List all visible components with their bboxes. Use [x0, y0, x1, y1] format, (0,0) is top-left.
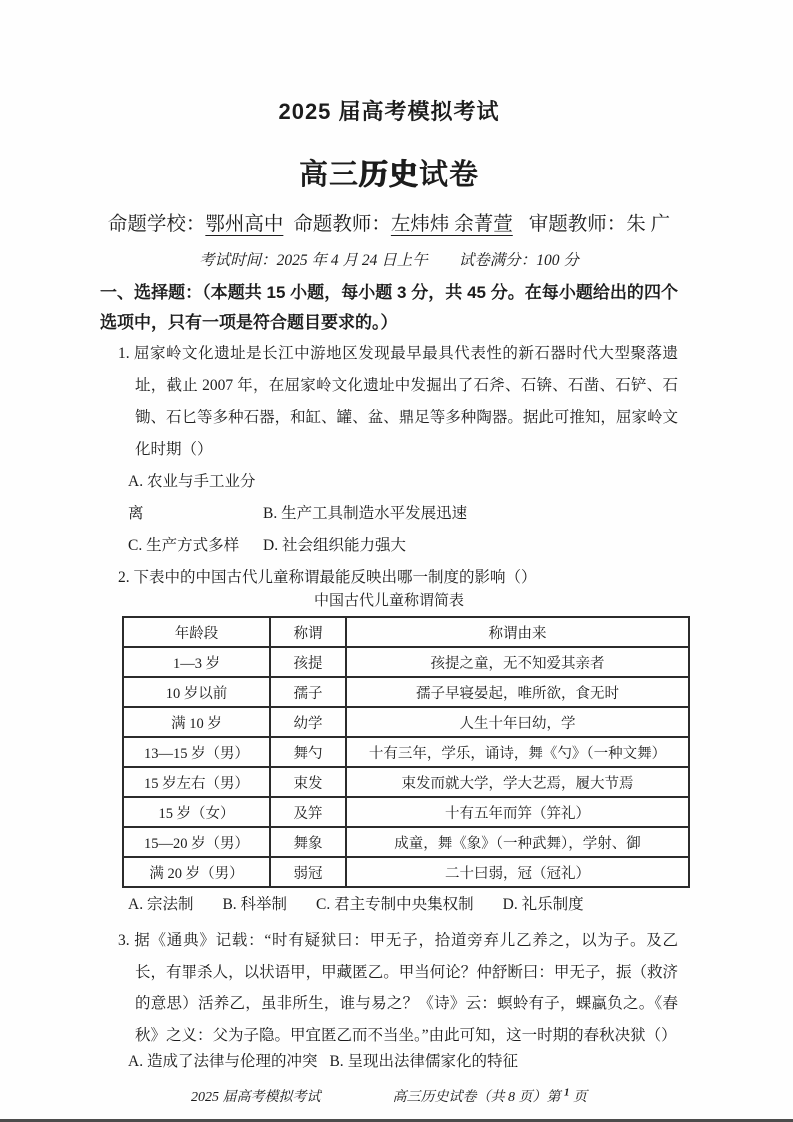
cell-origin: 成童，舞《象》（一种武舞），学射、御: [346, 827, 689, 857]
cell-title: 及笄: [270, 797, 346, 827]
footer-paper-info: [393, 1088, 588, 1108]
question-1-options-row-2: [100, 530, 678, 562]
cell-age: 10 岁以前: [123, 677, 270, 707]
cell-title: 束发: [270, 767, 346, 797]
cell-origin: 束发而就大学，学大艺焉，履大节焉: [346, 767, 689, 797]
exam-info-line: 考试时间：2025 年 4 月 24 日上午 试卷满分：100 分: [199, 252, 579, 269]
table-header-row: [123, 617, 689, 647]
option-c: C. 生产方式多样: [128, 537, 240, 554]
col-header-age: 年龄段: [123, 617, 270, 647]
option-a: A. 造成了法律与伦理的冲突: [128, 1053, 318, 1070]
col-header-title: 称谓: [270, 617, 346, 647]
cell-age: 满 20 岁（男）: [123, 857, 270, 887]
option-b: B. 生产工具制造水平发展迅速: [263, 505, 468, 522]
table-row: [123, 647, 689, 677]
cell-age: 1—3 岁: [123, 647, 270, 677]
question-2-options: [100, 894, 678, 916]
option-a: A. 宗法制: [128, 896, 194, 913]
cell-origin: 孺子早寝晏起，唯所欲，食无时: [346, 677, 689, 707]
setter-names: 左炜炜 余菁萱: [390, 214, 513, 235]
footer-exam-name: 2025 届高考模拟考试: [191, 1090, 321, 1105]
col-header-origin: 称谓由来: [346, 617, 689, 647]
table-row: [123, 767, 689, 797]
question-3: 3. 据《通典》记载：“时有疑狱曰：甲无子，拾道旁弃儿乙养之，以为子。及乙长，有罪杀人，以状语甲，甲藏匿乙。甲当何论？仲舒断曰：甲无子，振（救济的意思）活养乙，虽非所生，谁与易之？《诗》云：螟蛉有子，蜾蠃负之。《春秋》之义：父为子隐。甲宜匿乙而不当坐。”由此可知，这一时期的春秋决狱（）: [118, 932, 678, 1044]
cell-origin: 十有五年而笄（笄礼）: [346, 797, 689, 827]
paper-title-grade: 高三: [298, 159, 359, 191]
option-b: B. 科举制: [222, 896, 288, 913]
cell-title: 舞象: [270, 827, 346, 857]
school-label: 命题学校：: [107, 214, 206, 235]
page-footer: [100, 1088, 678, 1108]
paper-title: [100, 155, 678, 195]
table-caption: 中国古代儿童称谓简表: [313, 593, 464, 609]
cell-age: 13—15 岁（男）: [123, 737, 270, 767]
option-a: A. 农业与手工业分离: [128, 473, 256, 522]
cell-age: 15 岁（女）: [123, 797, 270, 827]
cell-title: 幼学: [270, 707, 346, 737]
reviewer-name: 朱 广: [626, 214, 671, 235]
paper-title-subject: 历史: [358, 159, 419, 191]
page-content: [100, 0, 678, 1108]
school-name: 鄂州高中: [205, 214, 284, 235]
option-d: D. 礼乐制度: [502, 896, 584, 913]
footer-page-number: 1: [564, 1086, 570, 1099]
question-3-options: [100, 1051, 678, 1073]
table-row: [123, 707, 689, 737]
section-heading: 一、选择题：（本题共 15 小题，每小题 3 分，共 45 分。在每小题给出的四个选项中，只有一项是符合题目要求的。）: [100, 283, 678, 332]
footer-paper-info-suffix: 页: [573, 1090, 587, 1105]
option-d: D. 社会组织能力强大: [263, 537, 406, 554]
question-1-options-row-1: [100, 466, 678, 530]
cell-origin: 十有三年，学乐，诵诗，舞《勺》（一种文舞）: [346, 737, 689, 767]
table-row: [123, 797, 689, 827]
cell-origin: 孩提之童，无不知爱其亲者: [346, 647, 689, 677]
table-row: [123, 827, 689, 857]
cell-age: 满 10 岁: [123, 707, 270, 737]
table-row: [123, 677, 689, 707]
cell-origin: 人生十年曰幼，学: [346, 707, 689, 737]
table-row: [123, 857, 689, 887]
exam-title: 2025 届高考模拟考试: [278, 99, 500, 124]
cell-title: 孺子: [270, 677, 346, 707]
table-row: [123, 737, 689, 767]
cell-age: 15 岁左右（男）: [123, 767, 270, 797]
cell-title: 弱冠: [270, 857, 346, 887]
children-title-table: [122, 616, 690, 888]
setter-label: 命题教师：: [293, 214, 391, 235]
question-2: 2. 下表中的中国古代儿童称谓最能反映出哪一制度的影响（）: [118, 569, 537, 586]
reviewer-label: 审题教师：: [528, 214, 627, 235]
option-c: C. 君主专制中央集权制: [316, 896, 474, 913]
byline: [100, 211, 678, 239]
question-1: 1. 屈家岭文化遗址是长江中游地区发现最早最具代表性的新石器时代大型聚落遗址，截止 2007 年，在屈家岭文化遗址中发掘出了石斧、石锛、石凿、石铲、石锄、石匕等多种石器，和缸、罐、盆、鼎足等多种陶器。据此可推知，屈家岭文化时期（）: [118, 345, 678, 458]
option-b: B. 呈现出法律儒家化的特征: [329, 1053, 519, 1070]
paper-title-type: 试卷: [419, 159, 480, 191]
cell-origin: 二十曰弱，冠（冠礼）: [346, 857, 689, 887]
cell-title: 孩提: [270, 647, 346, 677]
footer-paper-info-prefix: 高三历史试卷（共 8 页）第: [392, 1090, 561, 1105]
cell-title: 舞勺: [270, 737, 346, 767]
cell-age: 15—20 岁（男）: [123, 827, 270, 857]
